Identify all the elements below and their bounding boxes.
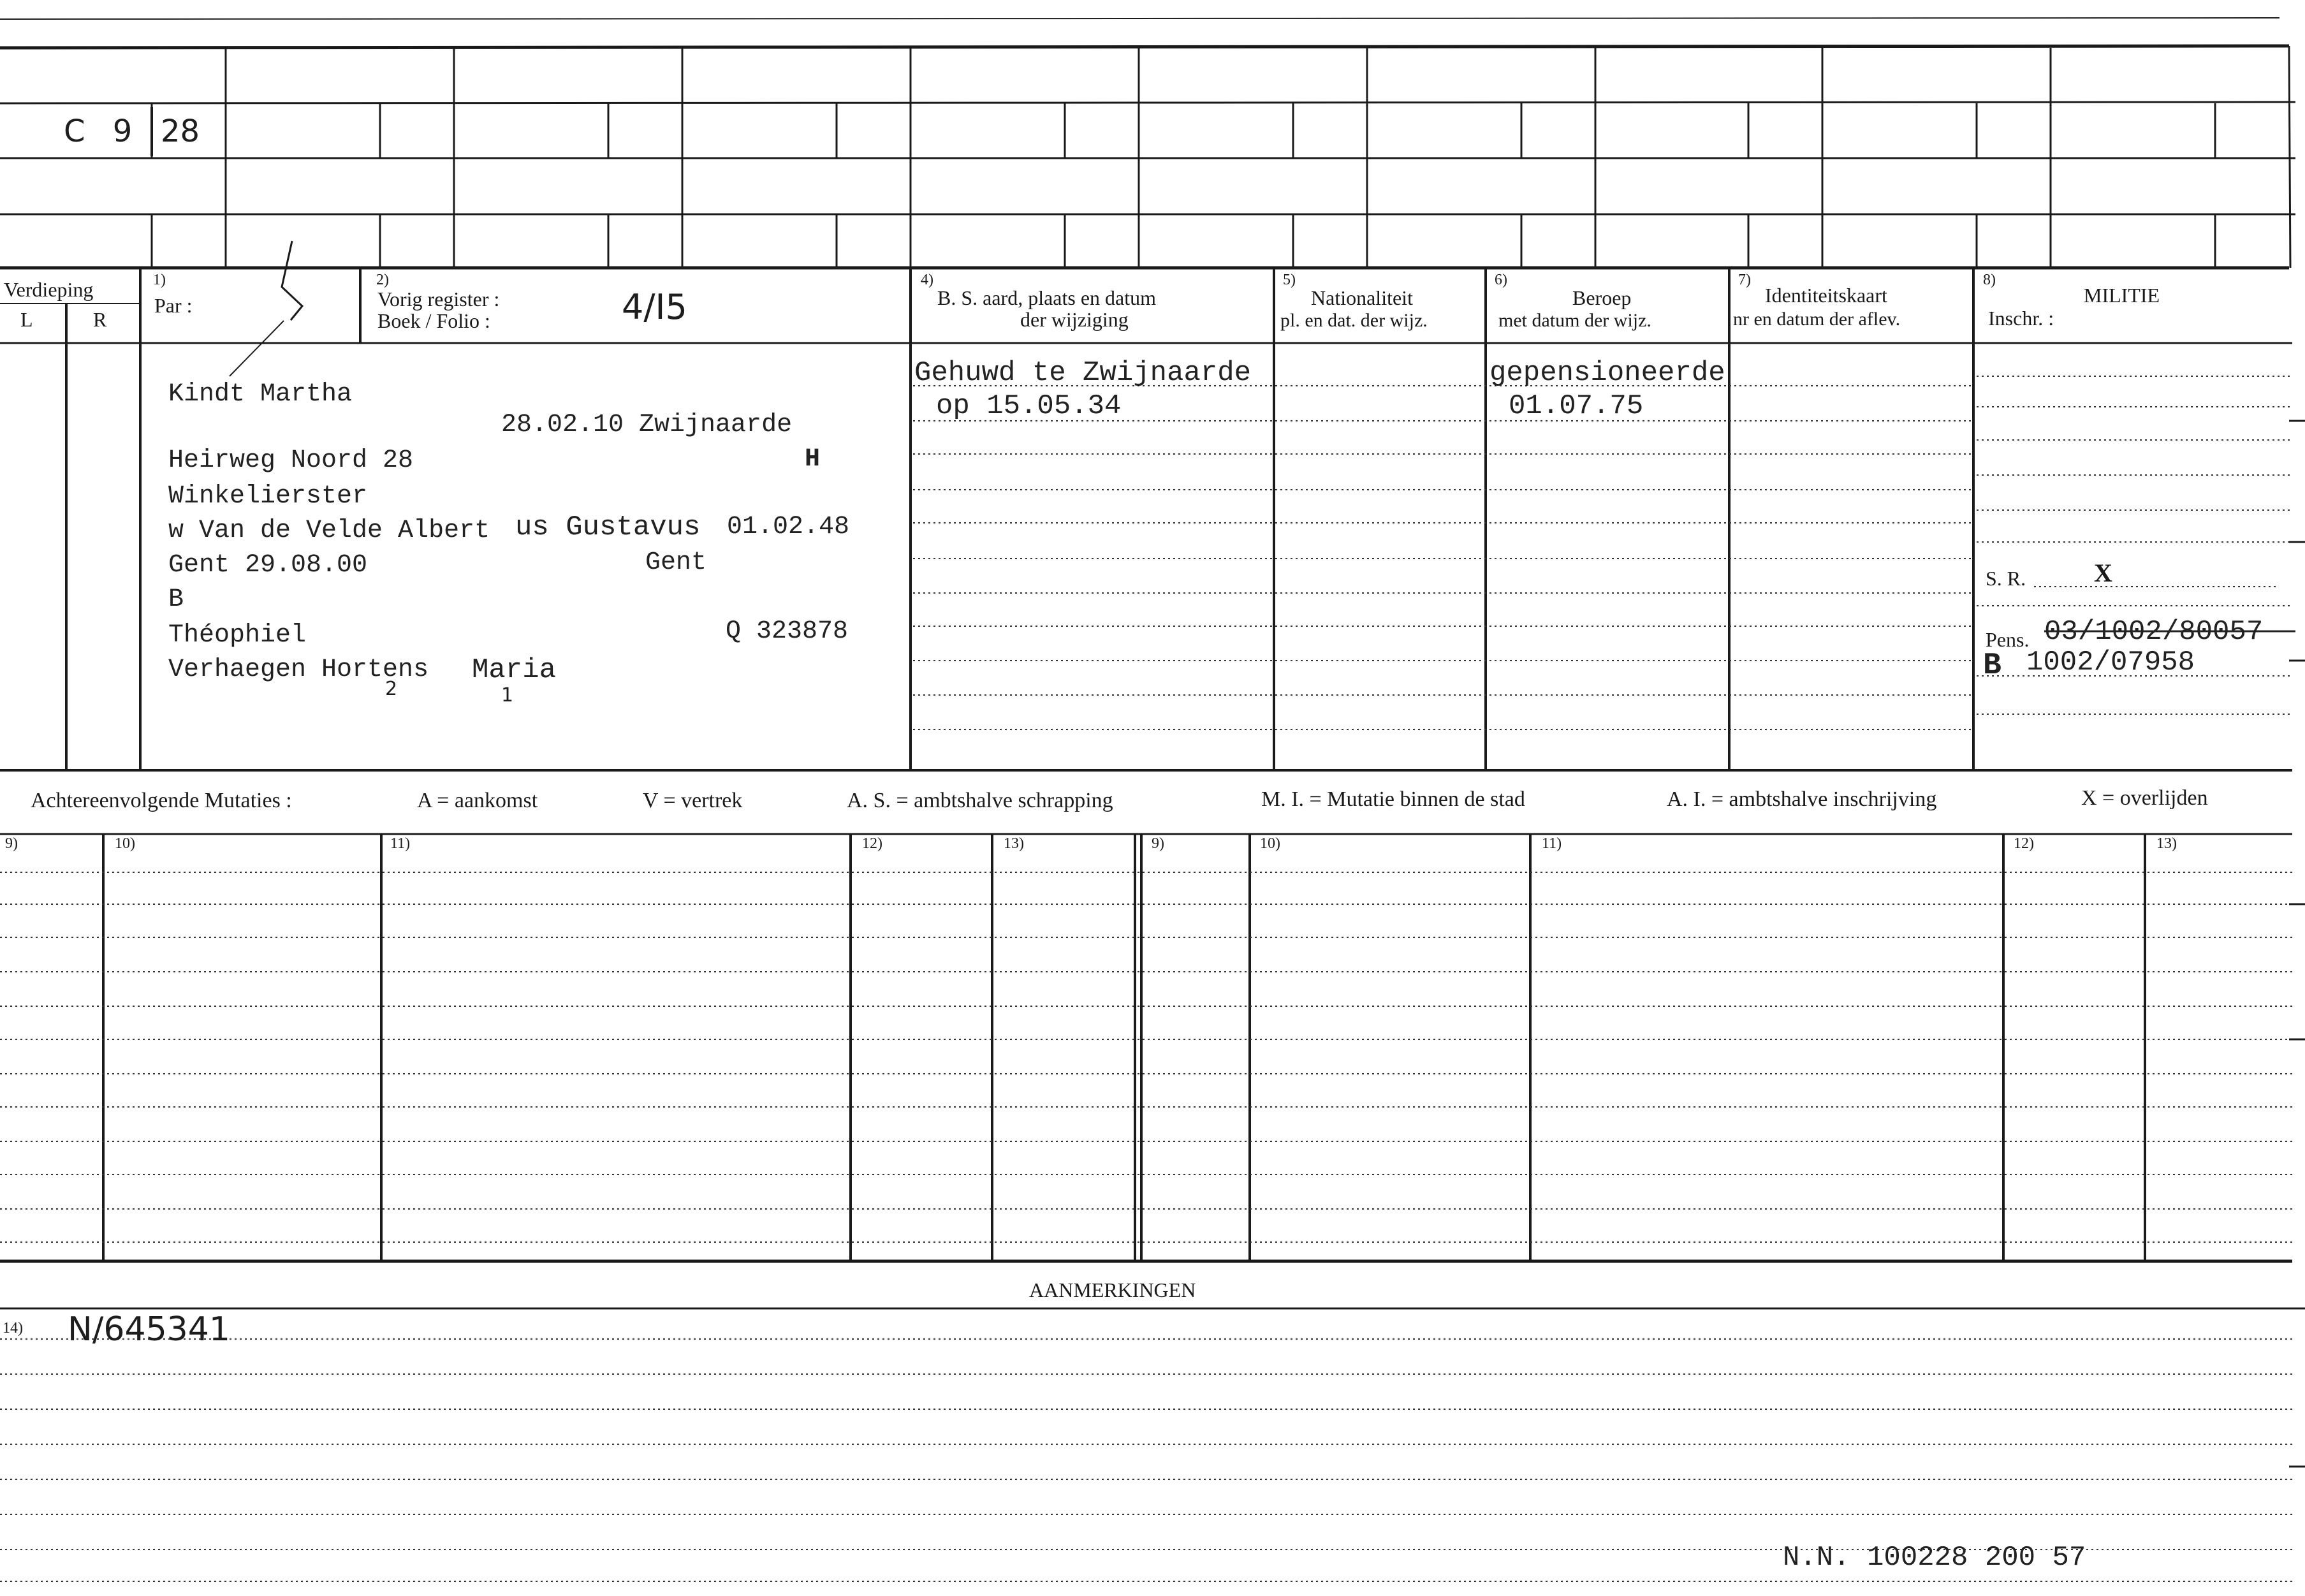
bs-change-line1: Gehuwd te Zwijnaarde xyxy=(914,357,1252,389)
nationality-header-line1: Nationaliteit xyxy=(1311,286,1413,309)
legend-overlijden: X = overlijden xyxy=(2081,786,2208,810)
militie-header: MILITIE xyxy=(2084,284,2160,307)
legend-aankomst: A = aankomst xyxy=(417,789,538,812)
code-b: B xyxy=(168,585,184,614)
legend-mutatie-binnen-stad: M. I. = Mutatie binnen de stad xyxy=(1261,787,1525,811)
legend-vertrek: V = vertrek xyxy=(643,789,743,812)
inschr-label: Inschr. : xyxy=(1988,307,2054,330)
remarks-title: AANMERKINGEN xyxy=(1029,1278,1196,1301)
beroep-change-line2: 01.07.75 xyxy=(1509,390,1644,422)
spouse-name-continued: us Gustavus xyxy=(515,511,701,543)
mutation-col-12-left: 12) xyxy=(862,835,882,852)
pens-new-number: 1002/07958 xyxy=(2026,647,2195,678)
mutation-col-13-left: 13) xyxy=(1004,835,1024,852)
remarks-value: N/645341 xyxy=(68,1310,230,1349)
mutation-col-12-right: 12) xyxy=(2014,835,2034,852)
top-row-number: 28 xyxy=(161,113,200,149)
bs-header-line2: der wijziging xyxy=(1020,308,1129,331)
mutation-col-9-right: 9) xyxy=(1152,835,1164,852)
field-4-number: 4) xyxy=(921,272,933,288)
spouse-place: Gent xyxy=(645,548,707,577)
legend-title: Achtereenvolgende Mutaties : xyxy=(31,789,292,812)
pens-old-number: 03/1002/80057 xyxy=(2044,616,2264,648)
mutation-col-11-left: 11) xyxy=(390,835,411,852)
beroep-change-line1: gepensioneerde xyxy=(1489,357,1725,389)
person-birth: 28.02.10 Zwijnaarde xyxy=(501,411,793,439)
pens-prefix: B xyxy=(1983,648,2001,683)
id-header-line1: Identiteitskaart xyxy=(1765,284,1887,307)
bs-change-line2: op 15.05.34 xyxy=(936,390,1122,422)
footer-number: N.N. 100228 200 57 xyxy=(1783,1542,2086,1574)
address-mark: H xyxy=(805,445,821,474)
mutation-col-11-right: 11) xyxy=(1542,835,1562,852)
field-6-number: 6) xyxy=(1495,272,1507,288)
mutation-col-13-right: 13) xyxy=(2156,835,2177,852)
remarks-field-number: 14) xyxy=(3,1320,23,1336)
mutation-col-10-right: 10) xyxy=(1260,835,1280,852)
verdieping-label: Verdieping xyxy=(4,278,94,301)
mutation-col-10-left: 10) xyxy=(115,835,135,852)
bs-header-line1: B. S. aard, plaats en datum xyxy=(937,286,1157,309)
sr-value: X xyxy=(2094,559,2112,587)
superscript-1: 1 xyxy=(501,684,514,706)
spouse-name: w Van de Velde Albert xyxy=(168,516,490,545)
person-name: Kindt Martha xyxy=(168,380,353,409)
boek-folio-label: Boek / Folio : xyxy=(377,309,490,332)
mother-name-continued: Maria xyxy=(472,654,557,686)
col-r-label: R xyxy=(93,308,107,331)
legend-ambtshalve-schrapping: A. S. = ambtshalve schrapping xyxy=(847,789,1113,812)
mutation-col-9-left: 9) xyxy=(5,835,18,852)
person-occupation: Winkelierster xyxy=(168,482,368,511)
col-l-label: L xyxy=(20,308,33,331)
pens-label: Pens. xyxy=(1986,628,2030,651)
id-number: Q 323878 xyxy=(726,617,849,646)
field-8-number: 8) xyxy=(1983,272,1996,288)
spouse-date: 01.02.48 xyxy=(727,513,850,541)
beroep-header-line1: Beroep xyxy=(1572,286,1632,309)
top-row-code: C 9 xyxy=(64,113,142,149)
field-2-number: 2) xyxy=(376,272,389,288)
par-label: Par : xyxy=(154,294,193,317)
field-5-number: 5) xyxy=(1283,272,1296,288)
field-1-number: 1) xyxy=(153,272,166,288)
father-name: Théophiel xyxy=(168,621,307,650)
nationality-header-line2: pl. en dat. der wijz. xyxy=(1280,310,1428,331)
vorig-register-label: Vorig register : xyxy=(377,288,500,311)
field-7-number: 7) xyxy=(1738,272,1751,288)
mother-name: Verhaegen Hortens xyxy=(168,655,429,684)
id-header-line2: nr en datum der aflev. xyxy=(1733,309,1901,330)
person-address: Heirweg Noord 28 xyxy=(168,446,414,475)
register-value: 4/I5 xyxy=(622,287,687,327)
superscript-2: 2 xyxy=(385,678,398,700)
legend-ambtshalve-inschrijving: A. I. = ambtshalve inschrijving xyxy=(1667,787,1937,811)
spouse-birth: Gent 29.08.00 xyxy=(168,551,368,580)
sr-label: S. R. xyxy=(1986,567,2026,590)
beroep-header-line2: met datum der wijz. xyxy=(1498,310,1651,331)
